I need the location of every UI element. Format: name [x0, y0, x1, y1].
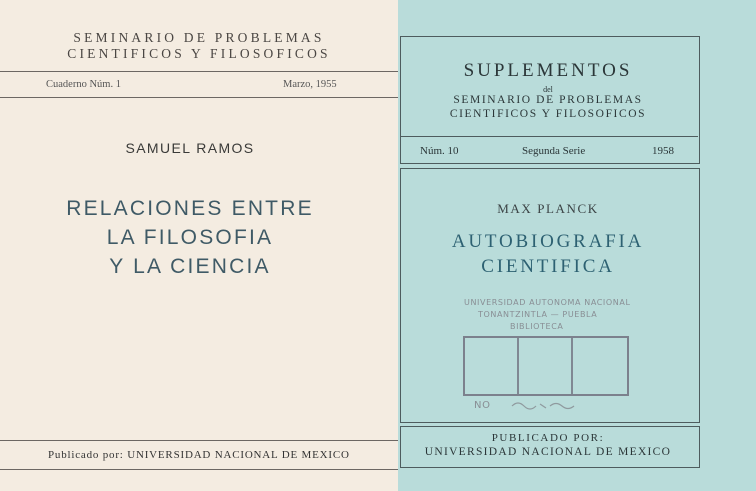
publisher-line: Publicado por: UNIVERSIDAD NACIONAL DE MEXICO: [48, 449, 350, 461]
stamp-number-label: NO: [474, 400, 491, 411]
top-rule: [0, 71, 398, 72]
series-line-1: SEMINARIO DE PROBLEMAS: [73, 30, 325, 45]
author-name: SAMUEL RAMOS: [125, 140, 255, 156]
del-word: del: [543, 85, 553, 94]
series-line-2: CIENTIFICOS Y FILOSOFICOS: [67, 46, 331, 61]
supplements-title: SUPLEMENTOS: [463, 60, 633, 81]
header-rule: [0, 97, 398, 98]
grid-divider: [517, 338, 519, 394]
publisher-name: UNIVERSIDAD NACIONAL DE MEXICO: [424, 446, 672, 458]
grid-divider: [571, 338, 573, 394]
issue-year: 1958: [652, 145, 674, 157]
title-line-2: CIENTIFICA: [481, 256, 615, 277]
series-line-2: CIENTIFICOS Y FILOSOFICOS: [449, 108, 647, 120]
bottom-rule: [0, 469, 398, 470]
library-stamp-line-1: UNIVERSIDAD AUTONOMA NACIONAL: [464, 298, 631, 307]
library-stamp-line-2: TONANTZINTLA — PUEBLA: [478, 310, 598, 319]
issue-date: Marzo, 1955: [283, 79, 337, 90]
meta-rule: [400, 136, 698, 137]
title-line-2: LA FILOSOFIA: [106, 226, 274, 249]
library-stamp-grid: [463, 336, 629, 396]
issue-number: Cuaderno Núm. 1: [46, 79, 121, 90]
title-line-1: AUTOBIOGRAFIA: [451, 231, 645, 252]
footer-rule: [0, 440, 398, 441]
publisher-label: PUBLICADO POR:: [491, 432, 605, 444]
author-name: MAX PLANCK: [497, 201, 599, 216]
handwritten-number-mark: [510, 398, 580, 412]
issue-number: Núm. 10: [420, 145, 459, 157]
planck-book-cover: [398, 0, 756, 491]
series-name: Segunda Serie: [522, 145, 586, 157]
title-line-3: Y LA CIENCIA: [109, 255, 271, 278]
title-line-1: RELACIONES ENTRE: [66, 197, 314, 220]
library-stamp-line-3: BIBLIOTECA: [510, 322, 564, 331]
series-line-1: SEMINARIO DE PROBLEMAS: [453, 94, 643, 106]
